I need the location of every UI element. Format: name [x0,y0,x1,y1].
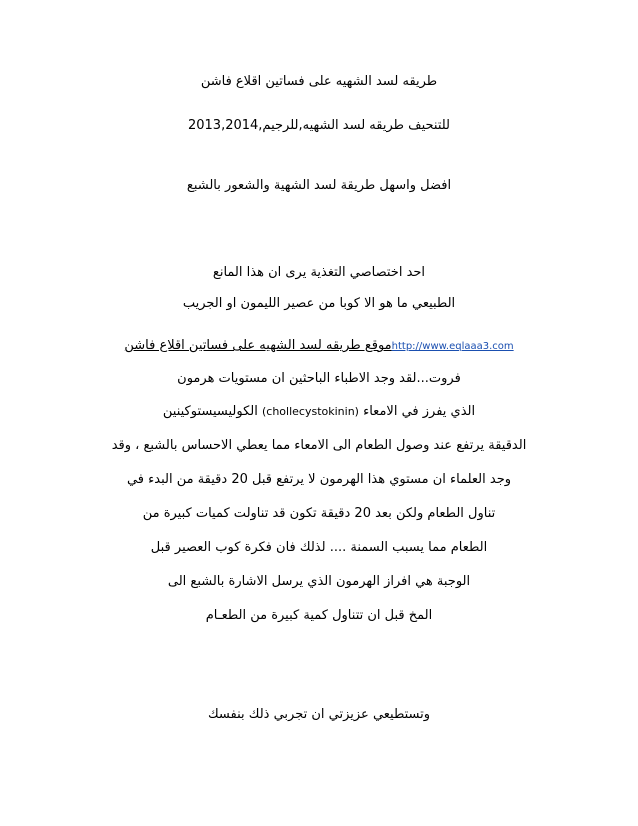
paragraph-line: وجد العلماء ان مستوي هذا الهرمون لا يرتفع قبل 20 دقيقة من البدء في [126,472,512,487]
paragraph-line: الطعام مما يسبب السمنة .... لذلك فان فكرة كوب العصير قبل [150,540,488,555]
paragraph-line: فروت...لقد وجد الاطباء الباحثين ان مستويات هرمون [177,371,461,386]
closing-line: وتستطيعي عزيزتي ان تجربي ذلك بنفسك [207,707,431,722]
paragraph-line: الدقيقة يرتفع عند وصول الطعام الى الامعاء مما يعطي الاحساس بالشبع ، وقد [111,438,527,453]
hormone-arabic-name: الكوليسيستوكينين [162,404,258,419]
source-link[interactable]: http://www.eqlaaa3.com [391,341,514,352]
hormone-text-before: الذي يفرز في الامعاء [363,404,476,419]
document-title: طريقه لسد الشهيه على فساتين اقلاع فاشن [200,74,438,89]
source-line [0,337,638,356]
paragraph-line: الطبيعي ما هو الا كوبا من عصير الليمون او الجريب [182,296,456,311]
document-subtitle [0,117,638,135]
paragraph-line-hormone [0,403,638,421]
subtitle-text: للتنحيف طريقه لسد الشهيه,للرجيم, [258,118,451,133]
paragraph-line: المخ قبل ان تتناول كمية كبيرة من الطعـام [205,608,433,623]
hormone-latin-name: (chollecystokinin) [261,405,359,418]
source-text: موقع طريقه لسد الشهيه على فساتين اقلاع فاشن [124,338,392,353]
paragraph-line: احد اختصاصي التغذية يرى ان هذا المانع [212,265,426,280]
paragraph-line: الوجبة هي افراز الهرمون الذي يرسل الاشارة بالشبع الى [167,574,471,589]
document-heading: افضل واسهل طريقة لسد الشهية والشعور بالشبع [186,178,452,193]
subtitle-years: 2013,2014 [187,118,259,133]
paragraph-line: تناول الطعام ولكن بعد 20 دقيقة تكون قد تناولت كميات كبيرة من [142,506,496,521]
